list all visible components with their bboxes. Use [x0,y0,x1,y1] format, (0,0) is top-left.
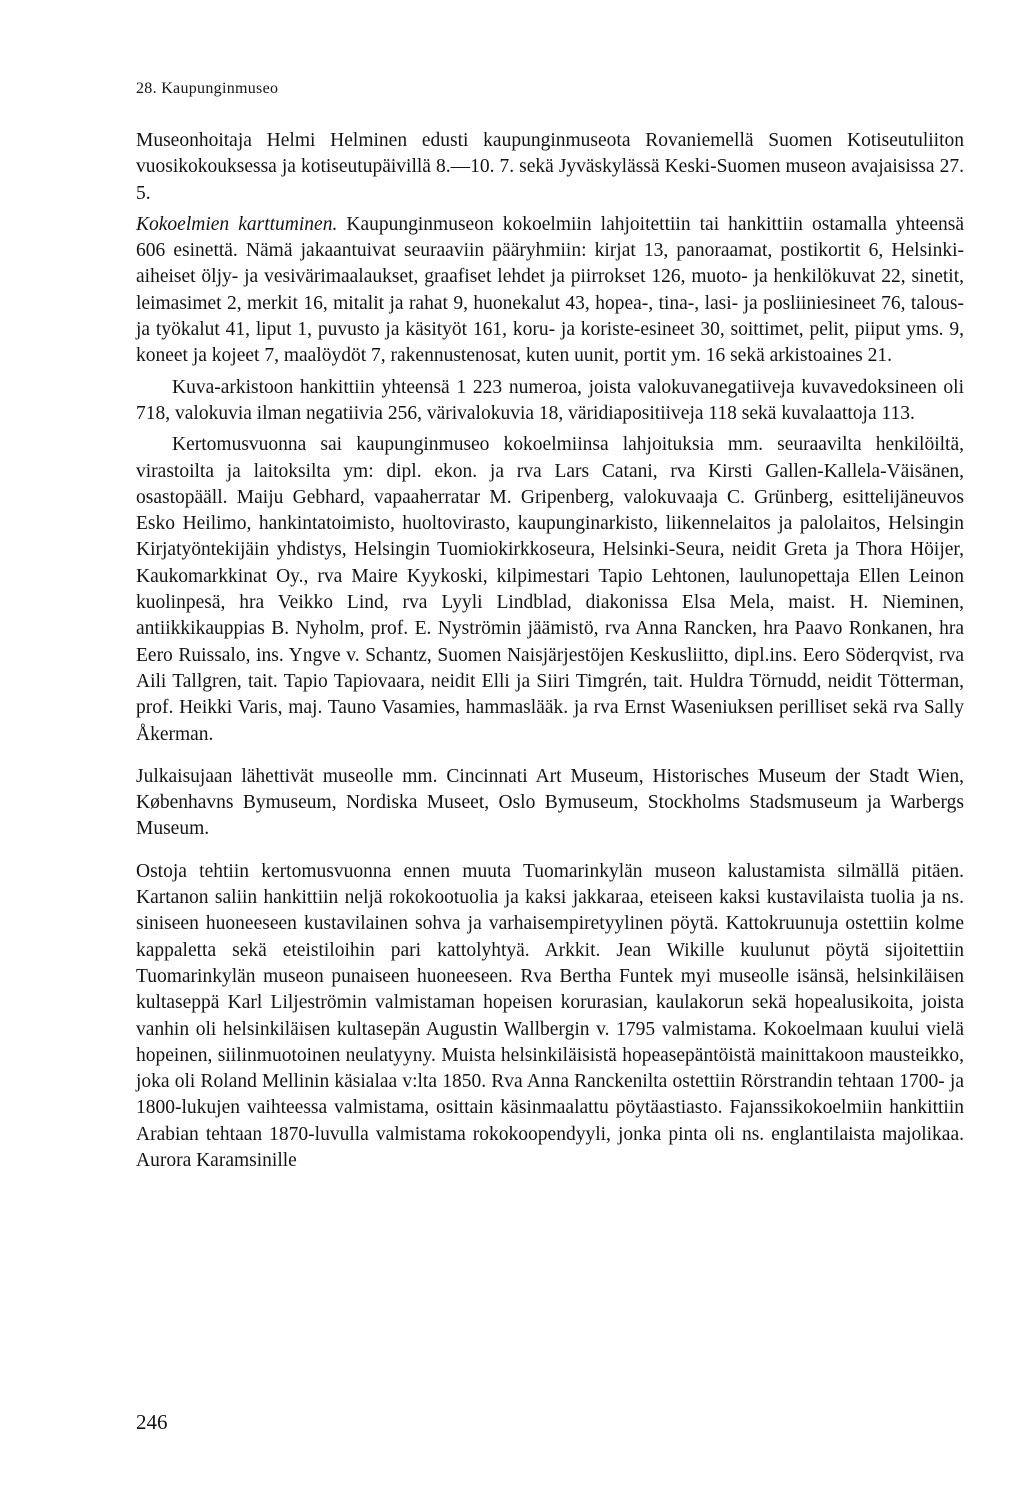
section-heading-kokoelmien-karttuminen: Kokoelmien karttuminen. [136,213,338,235]
page-number: 246 [136,1410,168,1434]
paragraph-museum-representation [136,128,964,207]
paragraph-publications [136,764,964,843]
paragraph-donors [136,432,964,748]
paragraph-text: Kuva-arkistoon hankittiin yhteensä 1 223 numeroa, joista valokuvanegatiiveja kuvavedoksineen oli 718, valokuvia ilman negatiivia 256, värivalokuvia 18, väridiapositiiveja 118 sekä kuvalaattoja 113. [136,376,964,424]
paragraph-text: Ostoja tehtiin kertomusvuonna ennen muuta Tuomarinkylän museon kalustamista silmällä pitäen. Kartanon saliin hankittiin neljä rokokootuolia ja kaksi jakkaraa, eteiseen kaksi kustavilaista tuolia ja ns. siniseen huoneeseen kustavilainen sohva ja varhaisempiretyylinen pöytä. Kattokruunuja ostettiin kolme kappaletta sekä eteistiloihin pari kattolyhtyä. Arkkit. Jean Wikille kuulunut pöytä sijoitettiin Tuomarinkylän museon punaiseen huoneeseen. Rva Bertha Funtek myi museolle isänsä, helsinkiläisen kultaseppä Karl Liljeströmin valmistaman hopeisen korurasian, kaulakorun sekä hopealusikoita, joista vanhin oli helsinkiläisen kultasepän Augustin Wallbergin v. 1795 valmistama. Kokoelmaan kuului vielä hopeinen, siilinmuotoinen neulatyyny. Muista helsinkiläisistä hopeasepäntöistä mainittakoon mausteikko, joka oli Roland Mellinin käsialaa v:lta 1850. Rva Anna Ranckenilta ostettiin Rörstrandin tehtaan 1700- ja 1800-lukujen vaihteessa valmistama, osittain käsinmaalattu pöytäastiasto. Fajanssikokoelmiin hankittiin Arabian tehtaan 1870-luvulla valmistama rokokoopendyyli, jonka pinta oli ns. englantilaista majolikaa. Aurora Karamsinille [136,860,964,1171]
paragraph-purchases [136,859,964,1175]
paragraph-text: Julkaisujaan lähettivät museolle mm. Cincinnati Art Museum, Historisches Museum der Stadt Wien, Københavns Bymuseum, Nordiska Museet, Oslo Bymuseum, Stockholms Stadsmuseum ja Warbergs Museum. [136,765,964,840]
paragraph-collection-growth [136,212,964,370]
paragraph-text: Museonhoitaja Helmi Helminen edusti kaupunginmuseota Rovaniemellä Suomen Kotiseutuliiton vuosikokouksessa ja kotiseutupäivillä 8.—10. 7. sekä Jyväskylässä Keski-Suomen museon avajaisissa 27. 5. [136,130,964,204]
paragraph-photo-archive [136,375,964,428]
running-header: 28. Kaupunginmuseo [136,80,279,97]
paragraph-text: Kertomusvuonna sai kaupunginmuseo kokoelmiinsa lahjoituksia mm. seuraavilta henkilöiltä, virastoilta ja laitoksilta ym: dipl. ekon. ja rva Lars Catani, rva Kirsti Gallen-Kallela-Väisänen, osastopääll. Maiju Gebhard, vapaaherratar M. Gripenberg, valokuvaaja C. Grünberg, esittelijäneuvos Esko Heilimo, hankintatoimisto, huoltovirasto, kaupunginarkisto, liikennelaitos ja palolaitos, Helsingin Kirjatyöntekijäin yhdistys, Helsingin Tuomiokirkkoseura, Helsinki-Seura, neidit Greta ja Thora Höijer, Kaukomarkkinat Oy., rva Maire Kyykoski, kilpimestari Tapio Lehtonen, laulunopettaja Ellen Leinon kuolinpesä, hra Veikko Lind, rva Lyyli Lindblad, diakonissa Elsa Mela, maist. H. Nieminen, antiikkikauppias B. Nyholm, prof. E. Nyströmin jäämistö, rva Anna Rancken, hra Paavo Ronkanen, hra Eero Ruissalo, ins. Yngve v. Schantz, Suomen Naisjärjestöjen Keskusliitto, dipl.ins. Eero Söderqvist, rva Aili Tallgren, tait. Tapio Tapiovaara, neidit Elli ja Siiri Timgrén, tait. Huldra Törnudd, neidit Tötterman, prof. Heikki Varis, maj. Tauno Vasamies, hammaslääk. ja rva Ernst Waseniuksen perilliset sekä rva Sally Åkerman. [136,434,964,745]
paragraph-text: Kaupunginmuseon kokoelmiin lahjoitettiin tai hankittiin ostamalla yhteensä 606 esinettä. Nämä jakaantuivat seuraaviin pääryhmiin: kirjat 13, panoraamat, postikortit 6, Helsinki-aiheiset öljy- ja vesivärimaalaukset, graafiset lehdet ja piirrokset 126, muoto- ja henkilökuvat 22, sinetit, leimasimet 2, merkit 16, mitalit ja rahat 9, huonekalut 43, hopea-, tina-, lasi- ja posliiniesineet 76, talous- ja työkalut 41, liput 1, puvusto ja käsityöt 161, koru- ja koriste-esineet 30, soittimet, pelit, piiput yms. 9, koneet ja kojeet 7, maalöydöt 7, rakennustenosat, kuten uunit, portit ym. 16 sekä arkistoaines 21. [136,213,965,367]
body-text [136,128,964,1174]
